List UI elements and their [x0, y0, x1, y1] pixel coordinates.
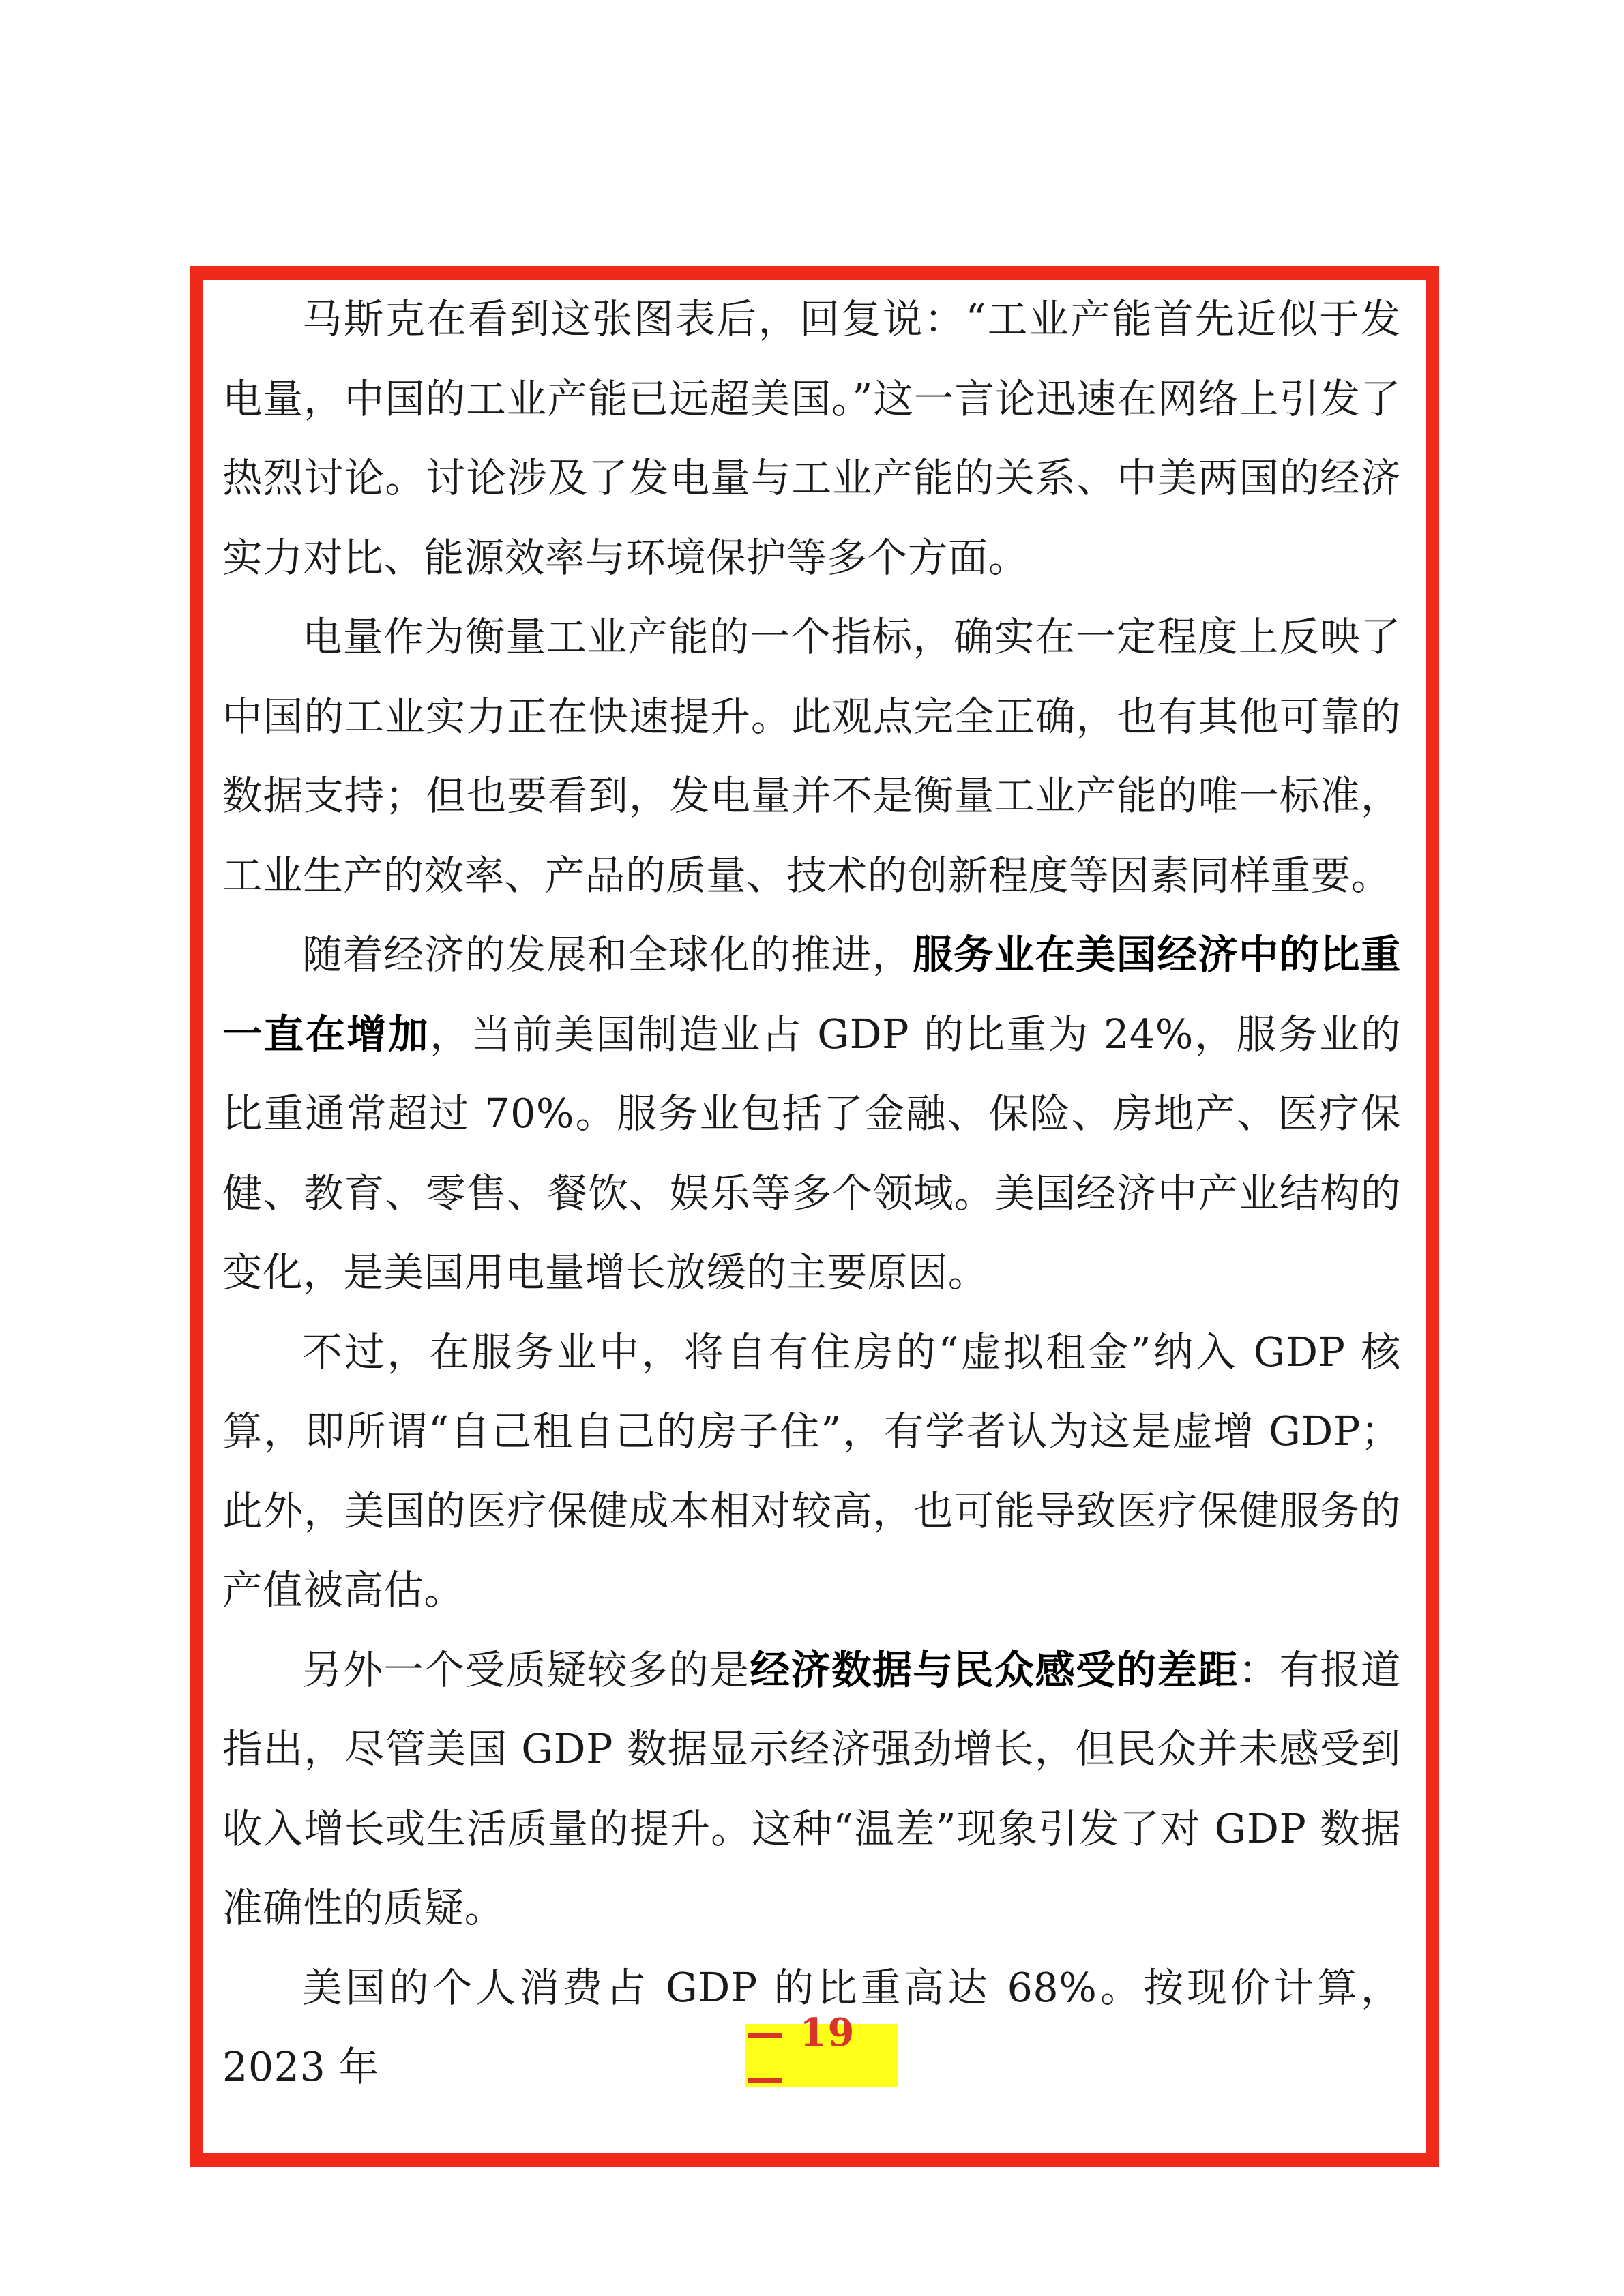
paragraph-3-text-b: ，当前美国制造业占 GDP 的比重为 24%，服务业的比重通常超过 70%。服务业包括了金融、保险、房地产、医疗保健、教育、零售、餐饮、娱乐等多个领域。美国经济中产业结构的变化，是美国用电量增长放缓的主要原因。: [222, 1011, 1401, 1296]
paragraph-5: [222, 1630, 1401, 1948]
paragraph-1-text: 马斯克在看到这张图表后，回复说：“工业产能首先近似于发电量，中国的工业产能已远超美国。”这一言论迅速在网络上引发了热烈讨论。讨论涉及了发电量与工业产能的关系、中美两国的经济实力对比、能源效率与环境保护等多个方面。: [222, 296, 1401, 581]
paragraph-3: [222, 915, 1401, 1313]
paragraph-5-emphasis: 经济数据与民众感受的差距: [750, 1645, 1239, 1693]
paragraph-5-text-a: 另外一个受质疑较多的是: [302, 1646, 750, 1693]
paragraph-3-emphasis: 服务业在美国经济中的比重一直在增加: [222, 931, 1401, 1058]
paragraph-6-text: 美国的个人消费占 GDP 的比重高达 68%。按现价计算，2023 年: [222, 1964, 1401, 2090]
paragraph-3-text-a: 随着经济的发展和全球化的推进，: [302, 931, 913, 978]
paragraph-2-text: 电量作为衡量工业产能的一个指标，确实在一定程度上反映了中国的工业实力正在快速提升。此观点完全正确，也有其他可靠的数据支持；但也要看到，发电量并不是衡量工业产能的唯一标准，工业生产的效率、产品的质量、技术的创新程度等因素同样重要。: [222, 614, 1401, 899]
paragraph-1: [222, 280, 1401, 597]
paragraph-4-text: 不过，在服务业中，将自有住房的“虚拟租金”纳入 GDP 核算，即所谓“自己租自己的房子住”，有学者认为这是虚增 GDP；此外，美国的医疗保健成本相对较高，也可能导致医疗保健服务的产值被高估。: [222, 1328, 1401, 1613]
paragraph-4: [222, 1313, 1401, 1630]
paragraph-5-text-b: ：有报道指出，尽管美国 GDP 数据显示经济强劲增长，但民众并未感受到收入增长或生活质量的提升。这种“温差”现象引发了对 GDP 数据准确性的质疑。: [222, 1646, 1402, 1931]
page-number: — 19 —: [745, 2024, 898, 2087]
paragraph-2: [222, 597, 1401, 915]
